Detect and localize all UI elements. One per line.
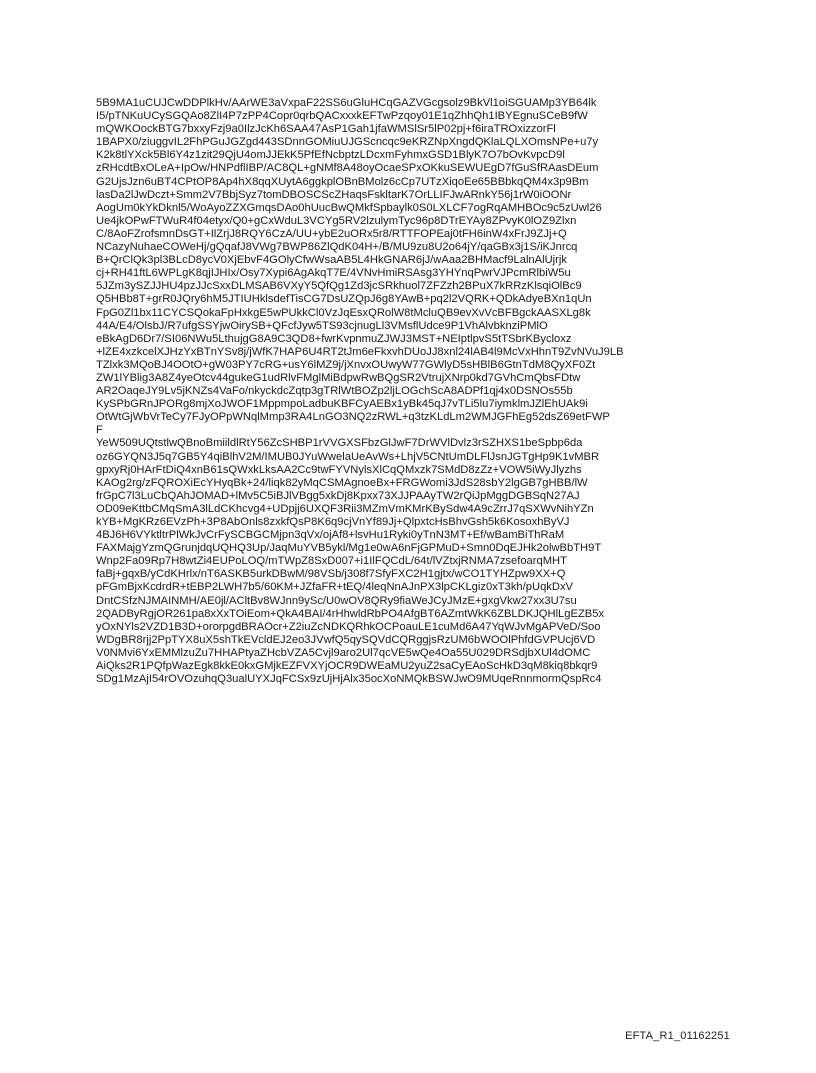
text-line: yOxNYls2VZD1B3D+ororpgdBRAOcr+Z2iuZcNDKQRhkOCPoauLE1cuMd6A47YqWJvMgAPVeD/Soo (96, 620, 601, 633)
text-line: I5/pTNKuUCySGQAo8ZlI4P7zPP4Copr0qrbQACxxxkEFTwPzqoy01E1qZhhQh1IBYEgnuSCeB9fW (96, 110, 588, 123)
text-line: ZW1lYBlig3A8Z4yeOtcv44gukeG1udRlvFMglMiBdpwRwBQgSR2VtrujXNrp0kd7GVhCmQbsFDtw (96, 371, 581, 384)
text-line: Wnp2Fa09Rp7H8wtZi4EUPoLOQ/mTWpZ8SxD007+i1IlFQCdL/64t/lVZtxjRNMA7zsefoarqMHT (96, 555, 567, 568)
text-line: frGpC7l3LuCbQAhJOMAD+lMv5C5iBJlVBgg5xkDj8Kpxx73XJJPAAyTW2rQiJpMggDGBSqN27AJ (96, 489, 580, 502)
text-line: 4BJ6H6VYktltrPlWkJvCrFySCBGCMjpn3qVx/ojAf8+lsvHu1Ryki0yTnN3MT+Ef/wBamBiThRaM (96, 529, 565, 542)
page-identifier: EFTA_R1_01162251 (625, 1030, 730, 1042)
text-line: F (96, 424, 103, 437)
text-line: +lZE4xzkcelXJHzYxBTnYSv8j/jWfK7HAP6U4RT2tJm6eFkxvhDUoJJ8xnl24lAB4l9McVxHhnT9ZvNVuJ9LB (96, 345, 624, 358)
text-line: 2QADByRgjOR261pa8xXxTOiEom+QkA4BAI/4rHhwldRbPO4AfgBT6AZmtWkK6ZBLDKJQHlLgEZB5x (96, 607, 605, 620)
encoded-text-block (96, 97, 726, 686)
text-line: YeW509UQtstlwQBnoBmiildlRtY56ZcSHBP1rVVGXSFbzGlJwF7DrWVlDvlz3rSZHXS1beSpbp6da (96, 437, 583, 450)
text-line: pFGmBjxKcdrdR+tEBP2LWH7b5/60KM+JZfaFR+tEQ/4leqNnAJnPX3lpCKLgiz0xT3kh/pUqkDxV (96, 581, 574, 594)
text-line: FAXMajgYzmQGrunjdqUQHQ3Up/JaqMuYVB5ykl/Mg1e0wA6nFjGPMuD+Smn0DqEJHk2olwBbTH9T (96, 542, 602, 555)
text-line: 44A/E4/OlsbJ/R7ufgSSYjwOirySB+QFcfJyw5TS93cjnugLl3VMsflUdce9P1VhAlvbknziPMlO (96, 319, 548, 332)
text-line: G2UjsJzn6uBT4CPtOP8Ap4hX8qqXUytA6ggkplOBnBMolz6cCp7UTzXiqoEe65BBbkqQM4x3p9Bm (96, 175, 589, 188)
text-line: eBkAgD6Dr7/SI06NWu5LthujgG8A9C3QD8+fwrKvpnmuZJWJ3MST+NEIptlpvS5tTSbrKBycloxz (96, 332, 572, 345)
text-line: kYB+MgKRz6EVzPh+3P8AbOnls8zxkfQsP8K6q9cjVnYf89Jj+QlpxtcHsBhvGsh5k6KosoxhByVJ (96, 516, 570, 528)
text-line: K2k8tlYXck5Bl6Y4z1zit29QjU4omJJEkK5PfEfNcbptzLDcxmFyhmxGSD1BlyK7O7bOvKvpcD9l (96, 149, 565, 162)
text-line: TZlxk3MQoBJ4OOtO+gW03PY7cRG+usY6lMZ9j/jXnvxOUwyW77GWlyD5sHBlB6GtnTdM8QyXF0Zt (96, 358, 596, 371)
text-line: C/8AoFZrofsmnDsGT+IlZrjJ8RQY6CzA/UU+ybE2uORx5r8/RTTFOPEaj0tFH6inW4xFrJ9ZJj+Q (96, 227, 567, 240)
text-line: gpxyRj0HArFtDiQ4xnB61sQWxkLksAA2Cc9twFYVNylsXlCqQMxzk7SMdD8zZz+VOW5iWyJlyzhs (96, 463, 582, 476)
text-line: 1BAPX0/ziuggvIL2FhPGuJGZgd443SDnnGOMiuUJGScncqc9eKRZNpXngdQKlaLQLXOmsNPe+u7y (96, 136, 599, 149)
text-line: NCazyNuhaeCOWeHj/gQqafJ8VWg7BWP86ZlQdK04H+/B/MU9zu8U2o64jY/qaGBx3j1S/iKJnrcq (96, 241, 578, 254)
text-line: AiQks2R1PQfpWazEgk8kkE0kxGMjkEZFVXYjOCR9DWEaMU2yuZ2saCyEAoScHkD3qM8kiq8bkqr9 (96, 660, 598, 673)
text-line: AR2OaqeJY9Lv5jKNZs4VaFo/nkyckdcZqtp3gTRlWtBOZp2ljLOGchScA8ADPf1qj4x0DSNOs55b (96, 385, 573, 398)
text-line: 5B9MA1uCUJCwDDPlkHv/AArWE3aVxpaF22SS6uGluHCqGAZVGcgsolz9BkVl1oiSGUAMp3YB64lk (96, 97, 597, 109)
text-line: Q5HBb8T+grR0JQry6hM5JTIUHklsdefTisCG7DsUZQpJ6g8YAwB+pq2l2VQRK+QDkAdyeBXn1qUn (96, 293, 592, 306)
text-line: OtWtGjWbVrTeCy7FJyOPpWNqlMmp3RA4LnGO3NQ2zRWL+q3tzKLdLm2WMJGFhEg52dsZ69etFWP (96, 411, 610, 424)
text-line: WDgBR8rjj2PpTYX8uX5shTkEVcldEJ2eo3JVwfQ5qySQVdCQRggjsRzUM6bWOOlPhfdGVPUcj6VD (96, 633, 596, 646)
text-line: 5JZm3ySZJJHU4pzJJcSxxDLMSAB6VXyY5QfQg1Zd3jcSRkhuol7ZFZzh2BPuX7kRRzKlsqiOlBc9 (96, 280, 582, 293)
text-line: oz6GYQN3J5q7GB5Y4qiBlhV2M/IMUB0JYuWwelaUeAvWs+LhjV5CNtUmDLFlJsnJGTgHp9K1vMBR (96, 450, 600, 463)
text-line: zRHcdtBxOLeA+IpOw/HNPdflIBP/AC8QL+gNMf8A48oyOcaeSPxOKkuSEWUEgD7fGuSfRAasDEum (96, 162, 599, 175)
text-line: lasDa2lJwDczt+Smm2V7BbjSyz7tomDBOSCScZHaqsFskltarK7OrLLIFJwARnkY56j1rW0iOONr (96, 188, 572, 201)
text-line: FpG0Zl1bx11CYCSQokaFpHxkgE5wPUkkCl0VzJqEsxQRolW8tMcluQB9evXvVcBFBgckAASXLg8k (96, 306, 591, 319)
text-line: SDg1MzAjI54rOVOzuhqQ3ualUYXJqFCSx9zUjHjAlx35ocXoNMQkBSWJwO9MUqeRnnmormQspRc4 (96, 673, 602, 686)
text-line: Ue4jkOPwFTWuR4f04etyx/Q0+gCxWduL3VCYg5RV2lzulymTyc96p8DTrEYAy8ZPvyK0lOZ9Zlxn (96, 214, 577, 227)
text-line: V0NMvi6YxEMMlzuZu7HHAPtyaZHcbVZA5Cvjl9aro2Ul7qcVE5wQe4Oa55U029DRSdjbXUl4dOMC (96, 646, 591, 659)
text-line: DntCSfzNJMAINMH/AE0jl/ACltBv8WJnn9ySc/U0wOV8QRy9fiaWeJCyJMzE+gxgVkw27xx3U7su (96, 594, 577, 607)
text-line: faBj+gqxB/yCdKHrlx/nT6ASKB5urkDBwM/98VSb/j308f7SfyFXC2H1gjtx/wCO1TYHZpw9XX+Q (96, 568, 566, 581)
text-line: B+QrClQk3pl3BLcD8ycV0XjEbvF4GOlyCfwWsaAB5L4HkGNAR6jJ/wAaa2BHMacf9LalnAlUjrjk (96, 254, 567, 267)
text-line: mQWKOockBTG7bxxyFzj9a0IlzJcKh6SAA47AsP1Gah1jfaWMSlSr5lP02pj+f6iraTROxizzorFl (96, 123, 556, 136)
text-line: KAOg2rg/zFQROXiEcYHyqBk+24/liqk82yMqCSMAgnoeBx+FRGWomi3JdS28sbY2lgGB7gHBB/lW (96, 476, 588, 489)
text-line: OD09eKttbCMqSmA3lLdCKhcvg4+UDpjj6UXQF3Rii3MZmVmKMrKBySdw4A9cZrrJ7qSXWvNihYZn (96, 502, 594, 515)
text-line: AogUm0kYkDknl5/WoAyoZZXGmqsDAo0hUucBwQMkfSpbaylk0S0LXLCF7ogRqAMHBOc9c5zUwl26 (96, 201, 602, 214)
text-line: cj+RH41ftL6WPLgK8qjIJHIx/Osy7Xypi6AgAkqT7E/4VNvHmiRSAsg3YHYnqPwrVJPcmRlbiW5u (96, 267, 571, 280)
text-line: KySPbGRnJPORg8mjXoJWOF1MppmpoLadbuKBFCyAEBx1yBk45qJ7vTLi5lu7iymklmJZlEhUAk9i (96, 398, 588, 411)
